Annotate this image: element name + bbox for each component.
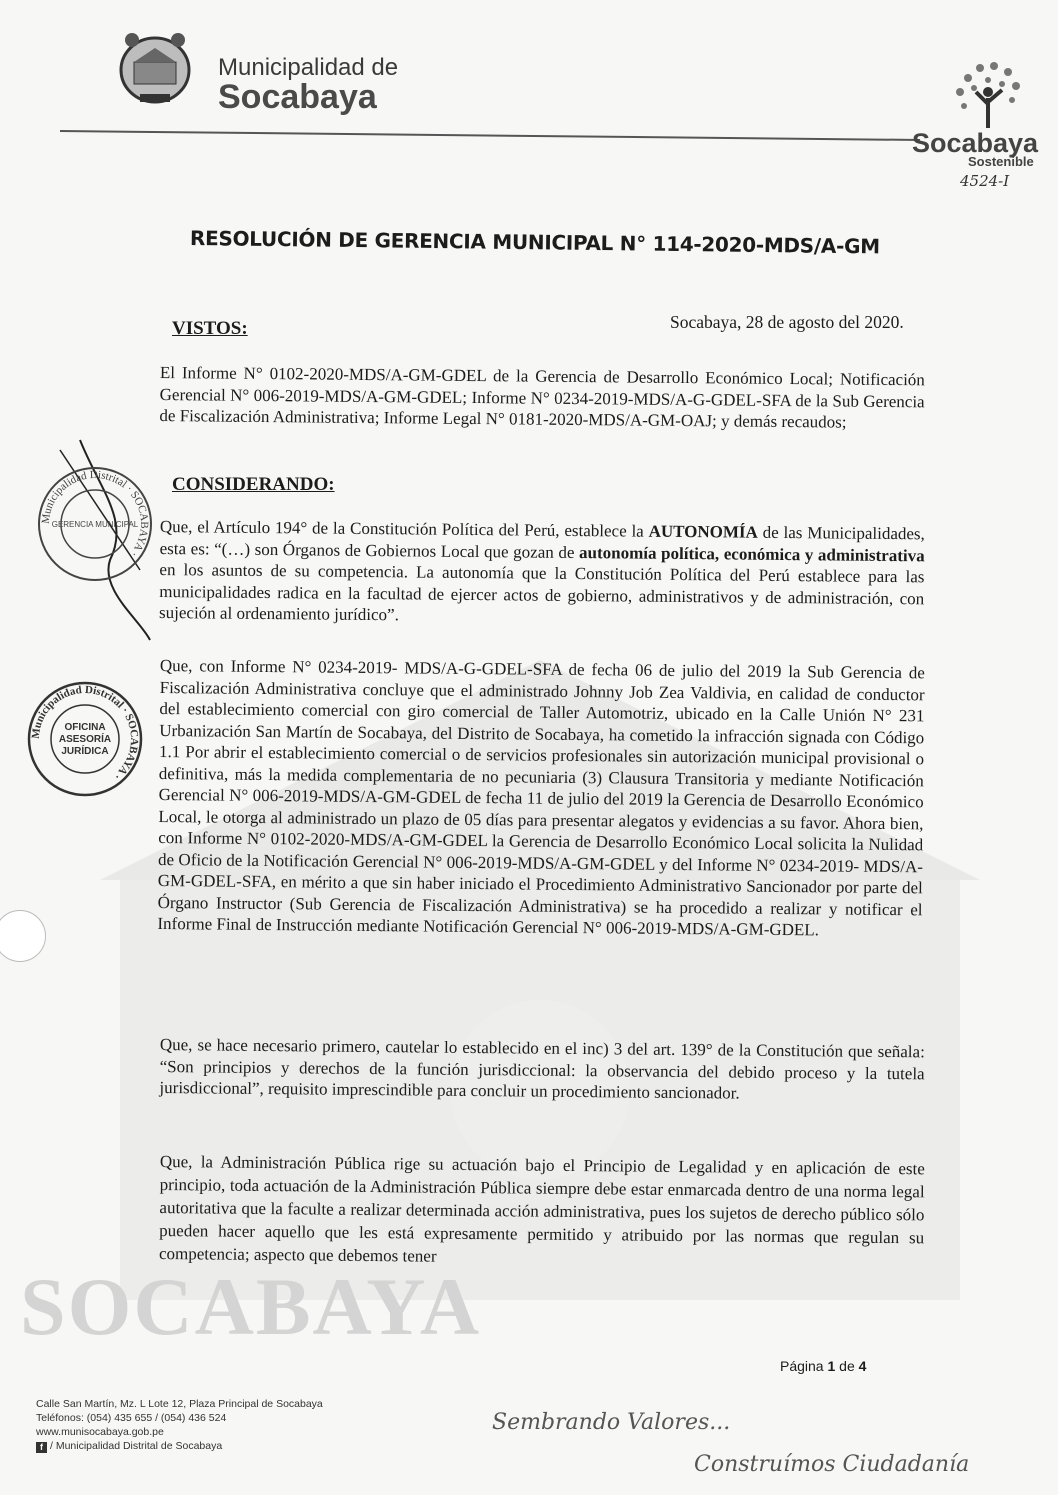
header-rule bbox=[60, 130, 920, 141]
paragraph-informe: Que, con Informe N° 0234-2019- MDS/A-G-GDEL-SFA de fecha 06 de julio del 2019 la Sub Gerencia de Fiscalización Administrativa concluye que el administrado Johnny Job Zea Valdivia, en calidad de conductor del establecimiento comercial con giro comercial de Taller Automotriz, ubicado en la Calle Unión N° 231 Urbanización San Martín de Socabaya, del Distrito de Socabaya, ha cometido la infracción signada con Código 1.1 Por abrir el establecimiento comercial o de servicios profesionales sin autorización municipal provisional o definitiva, más la medida complementaria de no pecuniaria (3) Clausura Transitoria y mediante Notificación Gerencial N° 006-2019-MDS/A-GM-GDEL de fecha 11 de julio del 2019 la Gerencia de Desarrollo Económico Local, le otorga al administrado un plazo de 05 días para presentar alegatos y evidencias a su favor. Ahora bien, con Informe N° 0102-2020-MDS/A-GM-GDEL la Gerencia de Desarrollo Económico Local solicita la Nulidad de Oficio de la Notificación Gerencial N° 006-2019-MDS/A-GM-GDEL y del Informe N° 0234-2019- MDS/A-GM-GDEL-SFA, en mérito a que sin haber iniciado el Procedimiento Administrativo Sancionador por parte del Órgano Instructor (Sub Gerencia de Fiscalización Administrativa) se ha procedido a realizar y notificar el Informe Final de Instrucción mediante Notificación Gerencial N° 006-2019-MDS/A-GM-GDEL. bbox=[157, 655, 925, 940]
p1-text-c: de las Municipalidades, esta es: “(…) son Órganos de Gobiernos Local que gozan de bbox=[159, 522, 925, 562]
page-sep: de bbox=[835, 1358, 859, 1374]
stamp2-center-line1: OFICINA bbox=[64, 722, 106, 733]
footer-phones: Teléfonos: (054) 435 655 / (054) 436 524 bbox=[36, 1412, 227, 1424]
footer-social-text: / Municipalidad Distrital de Socabaya bbox=[50, 1440, 223, 1452]
vistos-paragraph: El Informe N° 0102-2020-MDS/A-GM-GDEL de la Gerencia de Desarrollo Económico Local; Notificación Gerencial N° 006-2019-MDS/A-GM-GDEL; Informe N° 0234-2019-MDS/A-G-GDEL-SFA de la Sub Gerencia de Fiscalización Administrativa; Informe Legal N° 0181-2020-MDS/A-GM-OAJ; y demás recaudos; bbox=[159, 362, 925, 432]
slogan-line2: Construímos Ciudadanía bbox=[694, 1452, 970, 1477]
page-current: 1 bbox=[827, 1358, 836, 1374]
considerando-heading: CONSIDERANDO: bbox=[172, 474, 335, 495]
paragraph-debido-proceso: Que, se hace necesario primero, cautelar lo establecido en el inc) 3 del art. 139° de la Constitución que señala: “Son principios y derechos de la función jurisdiccional: la observancia del debido proceso y la tutela jurisdiccional”, requisito imprescindible para concluir un procedimiento sancionador. bbox=[159, 1035, 925, 1103]
handwritten-reference: 4524-I bbox=[960, 172, 1010, 190]
stamp2-center-line3: JURÍDICA bbox=[61, 746, 109, 757]
resolution-title: RESOLUCIÓN DE GERENCIA MUNICIPAL N° 114-2020-MDS/A-GM bbox=[189, 226, 880, 259]
brand-line1: Municipalidad de bbox=[218, 54, 399, 81]
p1-bold-autonomia: AUTONOMÍA bbox=[648, 521, 758, 542]
facebook-icon: f bbox=[36, 1442, 47, 1453]
stamp1-center-text: GERENCIA MUNICIPAL bbox=[51, 520, 139, 529]
p1-bold-autonomia-tipos: autonomía política, económica y administrativa bbox=[578, 542, 925, 565]
footer-web: www.munisocabaya.gob.pe bbox=[36, 1426, 164, 1438]
p1-text-a: Que, el Artículo 194° de la Constitución Política del Perú, establece la bbox=[159, 516, 649, 541]
slogan-line1: Sembrando Valores... bbox=[492, 1410, 731, 1435]
paragraph-legalidad: Que, la Administración Pública rige su actuación bajo el Principio de Legalidad y en aplicación de este principio, toda actuación de la Administración Pública siempre debe estar enmarcada dentro de una norma legal autoritativa que la faculte a realizar determinada acción administrativa, pues los sujetos de derecho público sólo pueden hacer aquello que les está expresamente permitido y atribuido por las normas que regulan su competencia; aspecto que debemos tener bbox=[158, 1151, 925, 1266]
stamp1-ring-text: Municipalidad Distrital · SOCABAYA · bbox=[39, 468, 151, 560]
page-prefix: Página bbox=[780, 1358, 828, 1374]
document-date: Socabaya, 28 de agosto del 2020. bbox=[670, 312, 904, 332]
vistos-heading: VISTOS: bbox=[172, 318, 248, 339]
p1-text-e: en los asuntos de su competencia. La autonomía que la Constitución Política del Perú establece para las municipalidades radica en la facultad de ejercer actos de gobierno, administrativos y de administración, con sujeción al ordenamiento jurídico”. bbox=[158, 559, 925, 625]
footer-social bbox=[36, 1440, 222, 1453]
brand-line2: Socabaya bbox=[218, 78, 377, 116]
footer-address: Calle San Martín, Mz. L Lote 12, Plaza Principal de Socabaya bbox=[36, 1398, 323, 1410]
stamp-gerencia-municipal bbox=[36, 465, 154, 583]
stamp2-center-line2: ASESORÍA bbox=[58, 734, 112, 745]
watermark-text: SOCABAYA bbox=[20, 1261, 482, 1352]
stamp2-ring-text: Municipalidad Distrital · SOCABAYA · bbox=[29, 683, 141, 783]
paragraph-autonomia bbox=[159, 516, 925, 631]
stamp-asesoria-juridica bbox=[26, 680, 144, 798]
page-total: 4 bbox=[858, 1358, 867, 1374]
sostenible-brand: Socabaya bbox=[912, 128, 1039, 158]
page-number bbox=[780, 1358, 866, 1374]
municipal-crest-icon bbox=[112, 28, 198, 108]
sostenible-tree-icon bbox=[948, 58, 1028, 130]
punch-hole bbox=[0, 910, 46, 962]
sostenible-tagline: Sostenible bbox=[968, 154, 1034, 169]
